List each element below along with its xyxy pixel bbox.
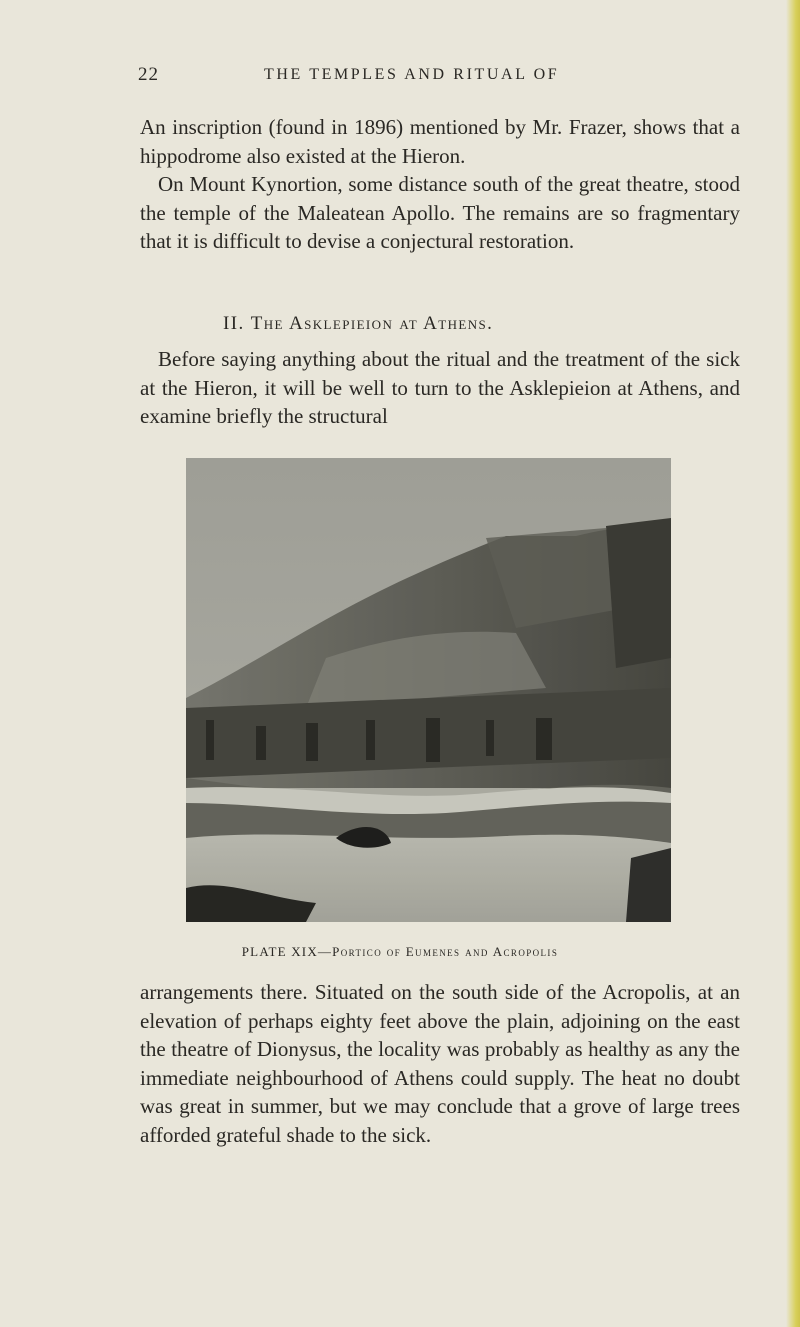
paragraph-kynortion: On Mount Kynortion, some distance south of the great theatre, stood the temple of the Maleatean Apollo. The remains are so fragmentary that it is difficult to devise a conjectural restoration. <box>140 172 740 254</box>
page-header <box>0 64 800 94</box>
plate-caption <box>0 944 800 960</box>
body-text-top <box>140 113 740 256</box>
plate-photograph <box>186 458 671 922</box>
section-title: The Asklepieion at Athens. <box>250 313 494 334</box>
body-text-bottom <box>140 978 740 1150</box>
running-title: THE TEMPLES AND RITUAL OF <box>264 66 560 83</box>
plate-title: Portico of Eumenes and Acropolis <box>332 944 559 959</box>
paragraph-inscription: An inscription (found in 1896) mentioned by Mr. Frazer, shows that a hippodrome also existed at the Hieron. <box>140 115 740 168</box>
paragraph-before-plate: Before saying anything about the ritual and the treatment of the sick at the Hieron, it will be well to turn to the Asklepieion at Athens, and examine briefly the structural <box>140 347 740 429</box>
acropolis-photo <box>186 458 671 922</box>
paragraph-after-plate: arrangements there. Situated on the south side of the Acropolis, at an elevation of perhaps eighty feet above the plain, adjoining on the east the theatre of Dionysus, the locality was probably as healthy as any the immediate neighbourhood of Athens could supply. The heat no doubt was great in summer, but we may conclude that a grove of large trees afforded grateful shade to the sick. <box>140 980 740 1147</box>
page-number: 22 <box>138 64 159 85</box>
body-text-middle <box>140 345 740 431</box>
section-heading <box>223 313 493 335</box>
page-edge <box>786 0 800 1327</box>
plate-label: PLATE XIX <box>241 944 318 959</box>
section-number: II. <box>223 313 245 334</box>
plate-separator: — <box>317 944 333 959</box>
